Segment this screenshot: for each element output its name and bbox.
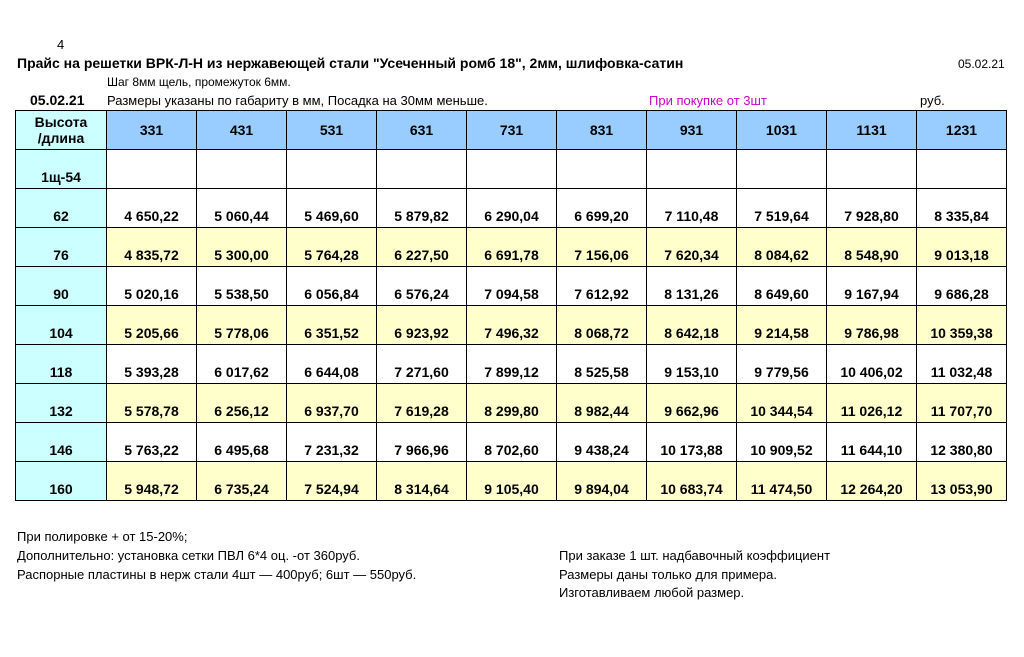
price-cell: 6 495,68	[197, 423, 287, 462]
price-table-body	[16, 111, 1007, 501]
price-cell: 6 644,08	[287, 345, 377, 384]
price-cell	[827, 150, 917, 189]
footer-right-1: При заказе 1 шт. надбавочный коэффициент	[559, 548, 831, 563]
price-cell: 10 359,38	[917, 306, 1007, 345]
column-header: 331	[107, 111, 197, 150]
price-cell: 8 335,84	[917, 189, 1007, 228]
price-cell: 6 576,24	[377, 267, 467, 306]
table-row	[16, 384, 1007, 423]
table-row	[16, 423, 1007, 462]
row-label: 146	[16, 423, 107, 462]
price-cell: 5 879,82	[377, 189, 467, 228]
price-cell	[557, 150, 647, 189]
table-row	[16, 306, 1007, 345]
column-header: 1231	[917, 111, 1007, 150]
column-header: 931	[647, 111, 737, 150]
price-cell	[917, 150, 1007, 189]
price-cell: 7 524,94	[287, 462, 377, 501]
price-cell: 6 256,12	[197, 384, 287, 423]
price-cell: 10 173,88	[647, 423, 737, 462]
price-cell: 9 894,04	[557, 462, 647, 501]
header-row	[16, 111, 1007, 150]
price-cell: 9 214,58	[737, 306, 827, 345]
price-cell: 7 231,32	[287, 423, 377, 462]
price-cell: 6 017,62	[197, 345, 287, 384]
price-cell: 5 948,72	[107, 462, 197, 501]
price-cell: 4 650,22	[107, 189, 197, 228]
price-cell: 10 909,52	[737, 423, 827, 462]
price-cell: 10 406,02	[827, 345, 917, 384]
price-cell: 8 314,64	[377, 462, 467, 501]
column-header: 631	[377, 111, 467, 150]
column-header: 531	[287, 111, 377, 150]
price-cell: 5 205,66	[107, 306, 197, 345]
price-cell: 8 299,80	[467, 384, 557, 423]
table-row	[16, 267, 1007, 306]
price-cell: 8 702,60	[467, 423, 557, 462]
footer-left-2: Дополнительно: установка сетки ПВЛ 6*4 оц. -от 360руб.	[17, 548, 360, 563]
price-cell: 7 271,60	[377, 345, 467, 384]
price-cell	[197, 150, 287, 189]
price-cell: 7 094,58	[467, 267, 557, 306]
column-header: 731	[467, 111, 557, 150]
price-cell: 12 380,80	[917, 423, 1007, 462]
price-cell	[377, 150, 467, 189]
price-cell: 5 300,00	[197, 228, 287, 267]
price-cell: 9 786,98	[827, 306, 917, 345]
price-cell: 8 982,44	[557, 384, 647, 423]
price-cell: 8 548,90	[827, 228, 917, 267]
row-label: 76	[16, 228, 107, 267]
price-cell: 9 153,10	[647, 345, 737, 384]
price-table	[15, 110, 1007, 501]
price-cell: 4 835,72	[107, 228, 197, 267]
row-label: 90	[16, 267, 107, 306]
price-cell	[287, 150, 377, 189]
price-cell: 9 779,56	[737, 345, 827, 384]
page-number: 4	[57, 37, 65, 52]
table-row	[16, 189, 1007, 228]
footer-right-2: Размеры даны только для примера.	[559, 567, 777, 582]
price-cell: 7 620,34	[647, 228, 737, 267]
price-cell: 8 084,62	[737, 228, 827, 267]
price-cell: 5 469,60	[287, 189, 377, 228]
corner-label-length: /длина	[37, 130, 85, 146]
price-cell: 6 735,24	[197, 462, 287, 501]
price-cell: 7 519,64	[737, 189, 827, 228]
table-row	[16, 150, 1007, 189]
row-label: 1щ-54	[16, 150, 107, 189]
price-cell: 5 764,28	[287, 228, 377, 267]
price-cell	[737, 150, 827, 189]
price-cell: 7 619,28	[377, 384, 467, 423]
date-left: 05.02.21	[30, 92, 85, 108]
row-label: 160	[16, 462, 107, 501]
price-cell	[107, 150, 197, 189]
column-header: 1031	[737, 111, 827, 150]
price-cell: 5 020,16	[107, 267, 197, 306]
price-cell: 9 662,96	[647, 384, 737, 423]
price-cell	[647, 150, 737, 189]
price-cell: 5 763,22	[107, 423, 197, 462]
footer-right-3: Изготавливаем любой размер.	[559, 585, 745, 600]
price-cell: 7 612,92	[557, 267, 647, 306]
row-label: 104	[16, 306, 107, 345]
column-header: 831	[557, 111, 647, 150]
table-row	[16, 228, 1007, 267]
corner-header	[16, 111, 107, 150]
price-cell: 8 131,26	[647, 267, 737, 306]
price-cell: 6 290,04	[467, 189, 557, 228]
price-cell: 11 644,10	[827, 423, 917, 462]
price-cell: 8 649,60	[737, 267, 827, 306]
price-cell: 5 060,44	[197, 189, 287, 228]
row-label: 118	[16, 345, 107, 384]
document-title: Прайс на решетки ВРК-Л-Н из нержавеющей стали "Усеченный ромб 18", 2мм, шлифовка-сатин	[17, 55, 684, 71]
price-cell: 7 156,06	[557, 228, 647, 267]
table-row	[16, 345, 1007, 384]
column-header: 1131	[827, 111, 917, 150]
price-cell: 13 053,90	[917, 462, 1007, 501]
price-cell: 5 778,06	[197, 306, 287, 345]
price-cell: 9 686,28	[917, 267, 1007, 306]
price-cell: 5 393,28	[107, 345, 197, 384]
promo-note: При покупке от 3шт	[649, 93, 767, 108]
price-cell: 12 264,20	[827, 462, 917, 501]
price-cell: 9 167,94	[827, 267, 917, 306]
price-cell: 5 538,50	[197, 267, 287, 306]
currency-label: руб.	[920, 93, 945, 108]
price-cell: 8 525,58	[557, 345, 647, 384]
price-cell: 11 026,12	[827, 384, 917, 423]
price-cell	[467, 150, 557, 189]
price-cell: 6 699,20	[557, 189, 647, 228]
price-cell: 7 110,48	[647, 189, 737, 228]
price-cell: 11 707,70	[917, 384, 1007, 423]
price-cell: 6 056,84	[287, 267, 377, 306]
price-cell: 7 966,96	[377, 423, 467, 462]
price-cell: 6 227,50	[377, 228, 467, 267]
column-header: 431	[197, 111, 287, 150]
price-cell: 7 928,80	[827, 189, 917, 228]
price-cell: 10 344,54	[737, 384, 827, 423]
footer-left-3: Распорные пластины в нерж стали 4шт — 400руб; 6шт — 550руб.	[17, 567, 417, 582]
note-sizes: Размеры указаны по габариту в мм, Посадка на 30мм меньше.	[107, 93, 488, 108]
date-right: 05.02.21	[958, 57, 1005, 71]
footer-left-1: При полировке + от 15-20%;	[17, 529, 188, 544]
price-cell: 11 032,48	[917, 345, 1007, 384]
table-row	[16, 462, 1007, 501]
price-cell: 8 642,18	[647, 306, 737, 345]
price-cell: 5 578,78	[107, 384, 197, 423]
price-cell: 6 923,92	[377, 306, 467, 345]
price-cell: 8 068,72	[557, 306, 647, 345]
price-cell: 9 438,24	[557, 423, 647, 462]
row-label: 62	[16, 189, 107, 228]
price-cell: 11 474,50	[737, 462, 827, 501]
price-cell: 7 899,12	[467, 345, 557, 384]
price-cell: 10 683,74	[647, 462, 737, 501]
price-cell: 9 105,40	[467, 462, 557, 501]
price-cell: 7 496,32	[467, 306, 557, 345]
row-label: 132	[16, 384, 107, 423]
price-cell: 6 351,52	[287, 306, 377, 345]
corner-label-height: Высота	[34, 114, 88, 130]
price-cell: 9 013,18	[917, 228, 1007, 267]
note-step: Шаг 8мм щель, промежуток 6мм.	[107, 75, 291, 89]
price-cell: 6 937,70	[287, 384, 377, 423]
price-cell: 6 691,78	[467, 228, 557, 267]
